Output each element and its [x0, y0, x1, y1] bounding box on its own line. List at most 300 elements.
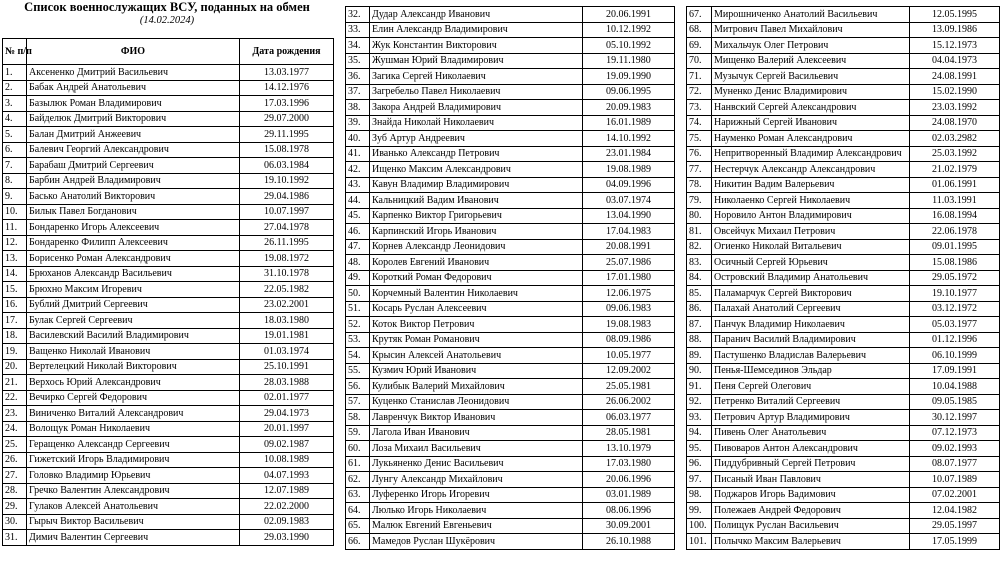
row-name: Кулибык Валерий Михайлович — [370, 379, 583, 395]
row-name: Писаный Иван Павлович — [712, 472, 910, 488]
row-number: 40. — [346, 131, 370, 147]
row-birth-date: 04.04.1973 — [910, 53, 1000, 69]
row-number: 3. — [3, 96, 27, 112]
table-row — [687, 22, 1000, 38]
table-row — [346, 425, 675, 441]
row-number: 8. — [3, 173, 27, 189]
row-name: Полычко Максим Валерьевич — [712, 534, 910, 550]
row-name: Жушман Юрий Владимирович — [370, 53, 583, 69]
row-birth-date: 09.06.1983 — [583, 301, 675, 317]
row-birth-date: 10.07.1989 — [910, 472, 1000, 488]
table-row — [687, 518, 1000, 534]
row-number: 71. — [687, 69, 712, 85]
row-name: Люлько Игорь Николаевич — [370, 503, 583, 519]
row-number: 2. — [3, 80, 27, 96]
row-number: 41. — [346, 146, 370, 162]
row-number: 81. — [687, 224, 712, 240]
table-row — [687, 69, 1000, 85]
row-number: 9. — [3, 189, 27, 205]
row-number: 78. — [687, 177, 712, 193]
row-number: 53. — [346, 332, 370, 348]
row-number: 69. — [687, 38, 712, 54]
row-number: 55. — [346, 363, 370, 379]
row-birth-date: 10.12.1992 — [583, 22, 675, 38]
row-birth-date: 13.09.1986 — [910, 22, 1000, 38]
row-number: 14. — [3, 266, 27, 282]
document-header — [2, 0, 332, 27]
row-name: Королев Евгений Иванович — [370, 255, 583, 271]
row-name: Огиенко Николай Витальевич — [712, 239, 910, 255]
row-name: Вертелецкий Николай Викторович — [27, 359, 240, 375]
column-header-name: ФИО — [27, 39, 240, 65]
table-row — [3, 235, 334, 251]
row-name: Борисенко Роман Александрович — [27, 251, 240, 267]
row-name: Бабак Андрей Анатольевич — [27, 80, 240, 96]
row-name: Вечирко Сергей Федорович — [27, 390, 240, 406]
row-name: Нестерчук Александр Александрович — [712, 162, 910, 178]
row-birth-date: 17.03.1996 — [240, 96, 334, 112]
row-number: 10. — [3, 204, 27, 220]
row-name: Нарижный Сергей Иванович — [712, 115, 910, 131]
table-row — [346, 503, 675, 519]
table-row — [346, 394, 675, 410]
row-number: 50. — [346, 286, 370, 302]
table-row — [3, 127, 334, 143]
row-name: Верхось Юрий Александрович — [27, 375, 240, 391]
row-birth-date: 12.09.2002 — [583, 363, 675, 379]
row-birth-date: 17.03.1980 — [583, 456, 675, 472]
row-name: Гырыч Виктор Васильевич — [27, 514, 240, 530]
table-row — [346, 7, 675, 23]
row-birth-date: 10.04.1988 — [910, 379, 1000, 395]
table-row — [687, 193, 1000, 209]
document-title: Список военнослужащих ВСУ, поданных на обмен — [24, 0, 310, 14]
row-name: Музычук Сергей Васильевич — [712, 69, 910, 85]
row-birth-date: 13.03.1977 — [240, 65, 334, 81]
row-number: 54. — [346, 348, 370, 364]
row-birth-date: 12.04.1982 — [910, 503, 1000, 519]
row-name: Загика Сергей Николаевич — [370, 69, 583, 85]
row-number: 6. — [3, 142, 27, 158]
row-birth-date: 09.02.1993 — [910, 441, 1000, 457]
row-name: Бондаренко Игорь Алексеевич — [27, 220, 240, 236]
table-row — [3, 297, 334, 313]
row-birth-date: 20.06.1996 — [583, 472, 675, 488]
table-row — [687, 208, 1000, 224]
row-name: Базылюк Роман Владимирович — [27, 96, 240, 112]
row-name: Норовило Антон Владимирович — [712, 208, 910, 224]
row-birth-date: 22.05.1982 — [240, 282, 334, 298]
table-row — [346, 301, 675, 317]
row-birth-date: 30.09.2001 — [583, 518, 675, 534]
row-name: Паламарчук Сергей Викторович — [712, 286, 910, 302]
row-birth-date: 09.05.1985 — [910, 394, 1000, 410]
row-name: Мищенко Валерий Алексеевич — [712, 53, 910, 69]
table-row — [687, 38, 1000, 54]
row-birth-date: 19.09.1990 — [583, 69, 675, 85]
table-row — [346, 22, 675, 38]
table-row — [346, 332, 675, 348]
row-birth-date: 17.09.1991 — [910, 363, 1000, 379]
table-header-row — [3, 39, 334, 65]
row-birth-date: 14.10.1992 — [583, 131, 675, 147]
row-number: 13. — [3, 251, 27, 267]
row-number: 96. — [687, 456, 712, 472]
row-name: Мамедов Руслан Шукёрович — [370, 534, 583, 550]
row-number: 99. — [687, 503, 712, 519]
row-birth-date: 10.08.1989 — [240, 452, 334, 468]
table-row — [346, 193, 675, 209]
row-number: 62. — [346, 472, 370, 488]
row-number: 101. — [687, 534, 712, 550]
table-row — [346, 487, 675, 503]
row-number: 26. — [3, 452, 27, 468]
row-name: Михальчук Олег Петрович — [712, 38, 910, 54]
row-number: 72. — [687, 84, 712, 100]
row-name: Билык Павел Богданович — [27, 204, 240, 220]
row-number: 35. — [346, 53, 370, 69]
row-name: Палахай Анатолий Сергеевич — [712, 301, 910, 317]
table-row — [687, 332, 1000, 348]
row-name: Крысин Алексей Анатольевич — [370, 348, 583, 364]
row-birth-date: 28.03.1988 — [240, 375, 334, 391]
table-row — [687, 441, 1000, 457]
row-name: Головко Владимир Юрьевич — [27, 468, 240, 484]
row-name: Геращенко Александр Сергеевич — [27, 437, 240, 453]
table-row — [346, 239, 675, 255]
row-birth-date: 25.07.1986 — [583, 255, 675, 271]
row-number: 80. — [687, 208, 712, 224]
row-number: 73. — [687, 100, 712, 116]
row-name: Гижетский Игорь Владимирович — [27, 452, 240, 468]
row-number: 7. — [3, 158, 27, 174]
row-name: Луференко Игорь Игоревич — [370, 487, 583, 503]
row-name: Балевич Георгий Александрович — [27, 142, 240, 158]
table-row — [3, 173, 334, 189]
row-number: 82. — [687, 239, 712, 255]
table-row — [346, 518, 675, 534]
row-birth-date: 23.02.2001 — [240, 297, 334, 313]
table-row — [687, 503, 1000, 519]
personnel-table-part-1 — [2, 38, 334, 546]
row-name: Полищук Руслан Васильевич — [712, 518, 910, 534]
row-birth-date: 19.10.1977 — [910, 286, 1000, 302]
row-birth-date: 09.01.1995 — [910, 239, 1000, 255]
row-birth-date: 29.11.1995 — [240, 127, 334, 143]
row-number: 92. — [687, 394, 712, 410]
row-birth-date: 13.04.1990 — [583, 208, 675, 224]
table-row — [3, 390, 334, 406]
table-row — [3, 80, 334, 96]
row-number: 46. — [346, 224, 370, 240]
table-row — [346, 410, 675, 426]
table-row — [3, 220, 334, 236]
row-number: 31. — [3, 530, 27, 546]
row-number: 27. — [3, 468, 27, 484]
table-row — [3, 142, 334, 158]
row-birth-date: 23.01.1984 — [583, 146, 675, 162]
row-name: Короткий Роман Федорович — [370, 270, 583, 286]
row-name: Брюхно Максим Игоревич — [27, 282, 240, 298]
row-number: 36. — [346, 69, 370, 85]
row-birth-date: 24.08.1970 — [910, 115, 1000, 131]
row-number: 42. — [346, 162, 370, 178]
row-number: 19. — [3, 344, 27, 360]
row-birth-date: 29.05.1972 — [910, 270, 1000, 286]
table-row — [687, 472, 1000, 488]
row-birth-date: 04.09.1996 — [583, 177, 675, 193]
table-row — [3, 483, 334, 499]
row-name: Ищенко Максим Александрович — [370, 162, 583, 178]
row-birth-date: 08.09.1986 — [583, 332, 675, 348]
row-number: 77. — [687, 162, 712, 178]
table-row — [346, 146, 675, 162]
row-name: Никитин Вадим Валерьевич — [712, 177, 910, 193]
table-row — [346, 115, 675, 131]
row-name: Балан Дмитрий Анжеевич — [27, 127, 240, 143]
table-row — [3, 437, 334, 453]
row-number: 1. — [3, 65, 27, 81]
table-row — [687, 363, 1000, 379]
row-birth-date: 15.12.1973 — [910, 38, 1000, 54]
row-number: 64. — [346, 503, 370, 519]
row-name: Гулаков Алексей Анатольевич — [27, 499, 240, 515]
row-number: 85. — [687, 286, 712, 302]
row-number: 21. — [3, 375, 27, 391]
table-row — [3, 468, 334, 484]
row-birth-date: 07.12.1973 — [910, 425, 1000, 441]
row-name: Нанвский Сергей Александрович — [712, 100, 910, 116]
row-number: 39. — [346, 115, 370, 131]
row-name: Непритворенный Владимир Александрович — [712, 146, 910, 162]
row-birth-date: 19.01.1981 — [240, 328, 334, 344]
row-number: 48. — [346, 255, 370, 271]
row-number: 76. — [687, 146, 712, 162]
row-name: Жук Константин Викторович — [370, 38, 583, 54]
row-birth-date: 26.10.1988 — [583, 534, 675, 550]
table-row — [346, 456, 675, 472]
table-row — [687, 177, 1000, 193]
row-birth-date: 05.03.1977 — [910, 317, 1000, 333]
table-row — [687, 456, 1000, 472]
row-birth-date: 15.08.1978 — [240, 142, 334, 158]
row-number: 38. — [346, 100, 370, 116]
row-birth-date: 20.06.1991 — [583, 7, 675, 23]
table-row — [3, 266, 334, 282]
row-birth-date: 19.08.1972 — [240, 251, 334, 267]
row-number: 83. — [687, 255, 712, 271]
row-birth-date: 11.03.1991 — [910, 193, 1000, 209]
table-row — [346, 208, 675, 224]
row-number: 66. — [346, 534, 370, 550]
row-name: Басько Анатолий Викторович — [27, 189, 240, 205]
row-birth-date: 08.07.1977 — [910, 456, 1000, 472]
row-number: 16. — [3, 297, 27, 313]
row-birth-date: 09.06.1995 — [583, 84, 675, 100]
row-number: 58. — [346, 410, 370, 426]
row-name: Булак Сергей Сергеевич — [27, 313, 240, 329]
row-number: 52. — [346, 317, 370, 333]
row-number: 4. — [3, 111, 27, 127]
row-name: Гречко Валентин Александрович — [27, 483, 240, 499]
row-birth-date: 19.10.1992 — [240, 173, 334, 189]
row-birth-date: 31.10.1978 — [240, 266, 334, 282]
row-name: Барбин Андрей Владимирович — [27, 173, 240, 189]
row-number: 70. — [687, 53, 712, 69]
table-row — [687, 146, 1000, 162]
row-birth-date: 29.05.1997 — [910, 518, 1000, 534]
row-name: Петренко Виталий Сергеевич — [712, 394, 910, 410]
table-row — [346, 255, 675, 271]
table-row — [3, 328, 334, 344]
table-row — [3, 499, 334, 515]
row-name: Пиддубривный Сергей Петрович — [712, 456, 910, 472]
row-number: 49. — [346, 270, 370, 286]
row-name: Мирошниченко Анатолий Васильевич — [712, 7, 910, 23]
row-name: Лоза Михаил Васильевич — [370, 441, 583, 457]
row-number: 79. — [687, 193, 712, 209]
row-birth-date: 12.05.1995 — [910, 7, 1000, 23]
row-birth-date: 10.05.1977 — [583, 348, 675, 364]
table-row — [3, 452, 334, 468]
table-row — [687, 84, 1000, 100]
row-number: 61. — [346, 456, 370, 472]
row-name: Корнев Александр Леонидович — [370, 239, 583, 255]
row-name: Бондаренко Филипп Алексеевич — [27, 235, 240, 251]
row-birth-date: 06.03.1984 — [240, 158, 334, 174]
row-number: 65. — [346, 518, 370, 534]
row-birth-date: 28.05.1981 — [583, 425, 675, 441]
table-row — [346, 38, 675, 54]
row-number: 25. — [3, 437, 27, 453]
row-name: Байделюк Дмитрий Викторович — [27, 111, 240, 127]
row-birth-date: 29.03.1990 — [240, 530, 334, 546]
row-number: 93. — [687, 410, 712, 426]
table-row — [346, 177, 675, 193]
table-row — [687, 394, 1000, 410]
personnel-table-part-3 — [686, 6, 1000, 550]
table-row — [346, 472, 675, 488]
row-number: 32. — [346, 7, 370, 23]
row-name: Корчемный Валентин Николаевич — [370, 286, 583, 302]
table-row — [687, 487, 1000, 503]
table-row — [346, 363, 675, 379]
row-birth-date: 20.09.1983 — [583, 100, 675, 116]
row-number: 56. — [346, 379, 370, 395]
row-birth-date: 05.10.1992 — [583, 38, 675, 54]
row-number: 18. — [3, 328, 27, 344]
document-date: (14.02.2024) — [139, 15, 195, 26]
table-row — [3, 421, 334, 437]
row-name: Пастушенко Владислав Валерьевич — [712, 348, 910, 364]
table-row — [687, 425, 1000, 441]
row-birth-date: 19.08.1989 — [583, 162, 675, 178]
column-header-dob: Дата рождения — [240, 39, 334, 65]
row-number: 68. — [687, 22, 712, 38]
row-birth-date: 06.10.1999 — [910, 348, 1000, 364]
row-name: Полежаев Андрей Федорович — [712, 503, 910, 519]
row-number: 37. — [346, 84, 370, 100]
table-row — [687, 7, 1000, 23]
row-number: 11. — [3, 220, 27, 236]
table-row — [3, 251, 334, 267]
table-row — [687, 410, 1000, 426]
row-birth-date: 15.08.1986 — [910, 255, 1000, 271]
table-row — [3, 313, 334, 329]
personnel-table-part-2 — [345, 6, 675, 550]
row-number: 33. — [346, 22, 370, 38]
table-row — [687, 534, 1000, 550]
table-row — [687, 286, 1000, 302]
table-row — [687, 131, 1000, 147]
row-birth-date: 18.03.1980 — [240, 313, 334, 329]
column-header-number: № п/п — [3, 39, 27, 65]
row-number: 60. — [346, 441, 370, 457]
table-row — [346, 131, 675, 147]
row-name: Овсейчук Михаил Петрович — [712, 224, 910, 240]
row-name: Брюханов Александр Васильевич — [27, 266, 240, 282]
table-row — [346, 162, 675, 178]
row-birth-date: 19.11.1980 — [583, 53, 675, 69]
row-name: Дудар Александр Иванович — [370, 7, 583, 23]
row-name: Ващенко Николай Иванович — [27, 344, 240, 360]
row-birth-date: 13.10.1979 — [583, 441, 675, 457]
table-row — [3, 514, 334, 530]
row-name: Аксененко Дмитрий Васильевич — [27, 65, 240, 81]
row-birth-date: 03.12.1972 — [910, 301, 1000, 317]
row-birth-date: 06.03.1977 — [583, 410, 675, 426]
row-number: 63. — [346, 487, 370, 503]
row-name: Малюк Евгений Евгеньевич — [370, 518, 583, 534]
row-birth-date: 26.11.1995 — [240, 235, 334, 251]
row-birth-date: 25.03.1992 — [910, 146, 1000, 162]
table-row — [3, 406, 334, 422]
table-row — [687, 115, 1000, 131]
table-row — [346, 270, 675, 286]
row-name: Загребельо Павел Николаевич — [370, 84, 583, 100]
table-row — [687, 379, 1000, 395]
row-number: 91. — [687, 379, 712, 395]
row-name: Закора Андрей Владимирович — [370, 100, 583, 116]
row-birth-date: 24.08.1991 — [910, 69, 1000, 85]
row-birth-date: 25.10.1991 — [240, 359, 334, 375]
table-row — [346, 534, 675, 550]
row-birth-date: 15.02.1990 — [910, 84, 1000, 100]
table-row — [687, 239, 1000, 255]
row-birth-date: 25.05.1981 — [583, 379, 675, 395]
row-number: 100. — [687, 518, 712, 534]
table-row — [3, 96, 334, 112]
table-row — [3, 189, 334, 205]
row-name: Пеня Сергей Олегович — [712, 379, 910, 395]
row-name: Крутяк Роман Романович — [370, 332, 583, 348]
row-name: Лагола Иван Иванович — [370, 425, 583, 441]
table-row — [687, 348, 1000, 364]
table-row — [687, 255, 1000, 271]
row-birth-date: 03.07.1974 — [583, 193, 675, 209]
row-number: 5. — [3, 127, 27, 143]
row-birth-date: 27.04.1978 — [240, 220, 334, 236]
row-name: Митрович Павел Михайлович — [712, 22, 910, 38]
row-birth-date: 17.01.1980 — [583, 270, 675, 286]
row-birth-date: 01.12.1996 — [910, 332, 1000, 348]
row-name: Бублий Дмитрий Сергеевич — [27, 297, 240, 313]
row-name: Коток Виктор Петрович — [370, 317, 583, 333]
row-name: Косарь Руслан Алексеевич — [370, 301, 583, 317]
row-birth-date: 26.06.2002 — [583, 394, 675, 410]
table-row — [346, 100, 675, 116]
row-name: Карпенко Виктор Григорьевич — [370, 208, 583, 224]
